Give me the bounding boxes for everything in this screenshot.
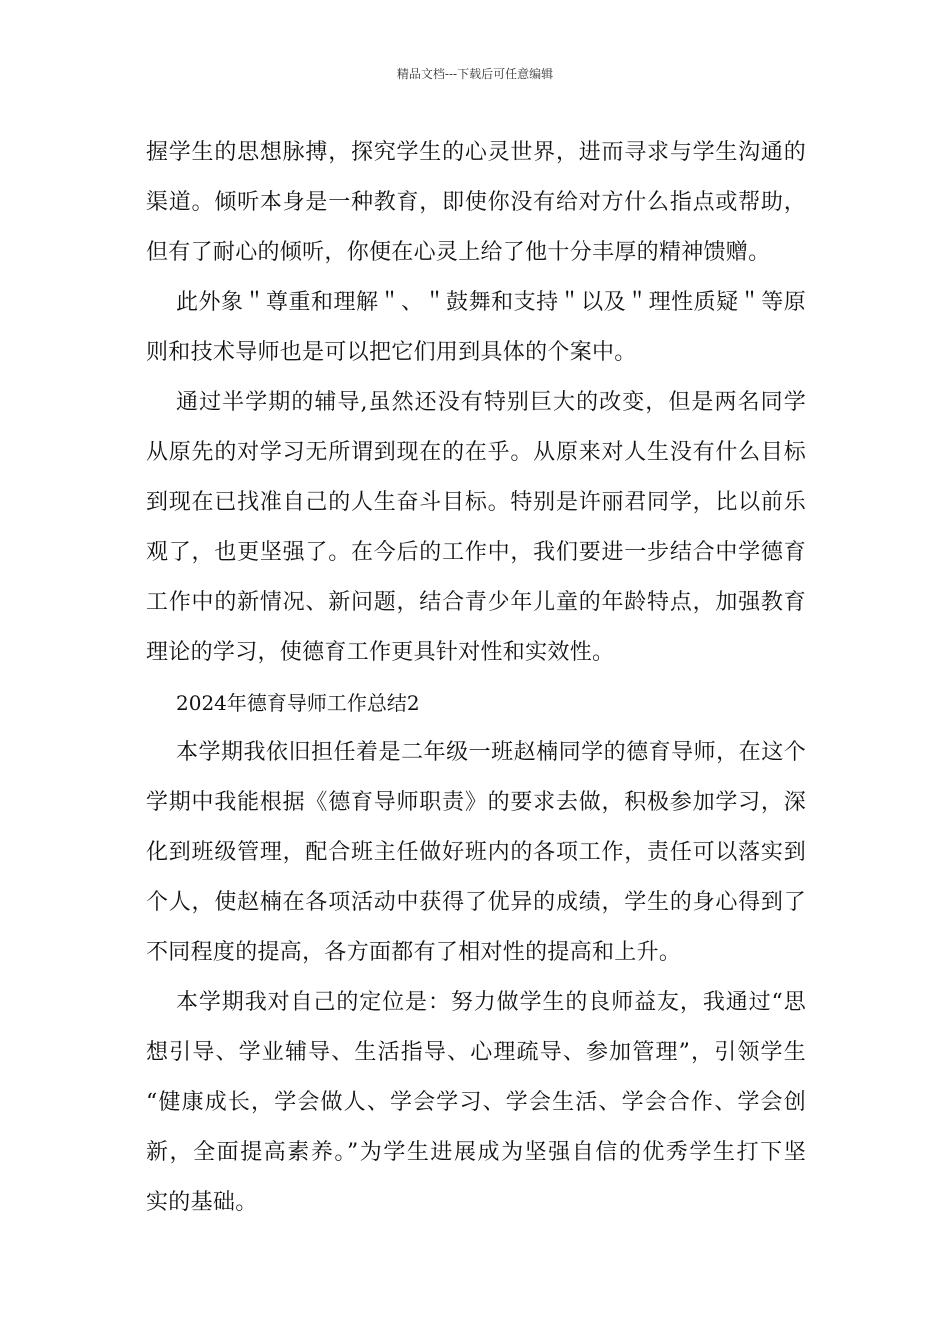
paragraph-5 (146, 978, 806, 1228)
paragraph-line: 渠道。倾听本身是一种教育，即使你没有给对方什么指点或帮助， (146, 190, 806, 215)
paragraph-line: 想引导、学业辅导、生活指导、心理疏导、参加管理”，引领学生 (146, 1040, 806, 1065)
paragraph-line: 通过半学期的辅导,虽然还没有特别巨大的改变，但是两名同学 (176, 390, 806, 415)
paragraph-line: 工作中的新情况、新问题，结合青少年儿童的年龄特点，加强教育 (146, 590, 806, 615)
paragraph-line: 此外象＂尊重和理解＂、＂鼓舞和支持＂以及＂理性质疑＂等原 (176, 290, 806, 315)
paragraph-line: “健康成长，学会做人、学会学习、学会生活、学会合作、学会创 (146, 1090, 806, 1115)
paragraph-line: 到现在已找准自己的人生奋斗目标。特别是许丽君同学，比以前乐 (146, 490, 806, 515)
paragraph-line: 理论的学习，使德育工作更具针对性和实效性。 (146, 640, 615, 665)
paragraph-line: 不同程度的提高，各方面都有了相对性的提高和上升。 (146, 940, 682, 965)
paragraph-3 (146, 378, 806, 678)
paragraph-line: 学期中我能根据《德育导师职责》的要求去做，积极参加学习，深 (146, 790, 806, 815)
paragraph-line: 握学生的思想脉搏，探究学生的心灵世界，进而寻求与学生沟通的 (146, 140, 806, 165)
paragraph-line: 个人，使赵楠在各项活动中获得了优异的成绩，学生的身心得到了 (146, 890, 806, 915)
paragraph-line: 新，全面提高素养。”为学生进展成为坚强自信的优秀学生打下坚 (146, 1140, 806, 1165)
paragraph-line: 实的基础。 (146, 1190, 258, 1215)
paragraph-line: 从原先的对学习无所谓到现在的在乎。从原来对人生没有什么目标 (146, 440, 806, 465)
paragraph-line: 观了，也更坚强了。在今后的工作中，我们要进一步结合中学德育 (146, 540, 806, 565)
paragraph-line: 本学期我对自己的定位是：努力做学生的良师益友，我通过“思 (176, 990, 806, 1015)
paragraph-line: 化到班级管理，配合班主任做好班内的各项工作，责任可以落实到 (146, 840, 806, 865)
page-header: 精品文档---下载后可任意编辑 (396, 67, 554, 81)
section-title: 2024年德育导师工作总结2 (176, 691, 420, 715)
paragraph-2 (146, 278, 806, 378)
paragraph-1 (146, 128, 806, 278)
document-body (146, 128, 806, 1228)
paragraph-line: 则和技术导师也是可以把它们用到具体的个案中。 (146, 340, 637, 365)
section-heading (146, 678, 806, 728)
paragraph-line: 但有了耐心的倾听，你便在心灵上给了他十分丰厚的精神馈赠。 (146, 240, 771, 265)
paragraph-4 (146, 728, 806, 978)
paragraph-line: 本学期我依旧担任着是二年级一班赵楠同学的德育导师，在这个 (176, 740, 806, 765)
